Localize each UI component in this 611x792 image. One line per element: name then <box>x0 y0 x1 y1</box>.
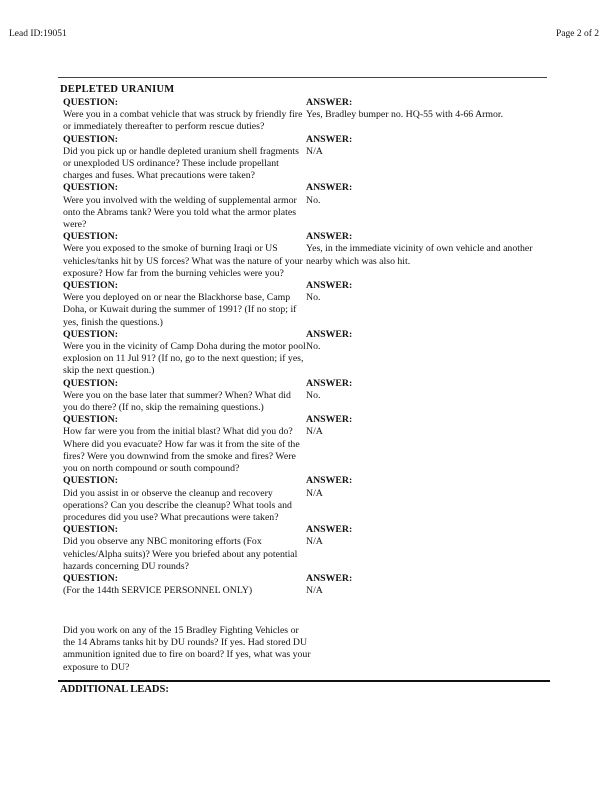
question-cell <box>63 97 306 134</box>
question-label: QUESTION: <box>63 97 118 108</box>
answer-cell <box>306 475 551 524</box>
question-text: (For the 144th SERVICE PERSONNEL ONLY) <box>63 585 253 597</box>
answer-cell <box>306 378 551 415</box>
answer-text: No. <box>306 389 321 401</box>
answer-label: ANSWER: <box>306 414 353 426</box>
answer-label: ANSWER: <box>306 475 353 487</box>
answer-text: No. <box>306 292 321 304</box>
answer-text: N/A <box>306 145 323 157</box>
qa-list <box>63 97 551 597</box>
question-cell <box>63 524 306 573</box>
answer-text: No. <box>306 341 321 353</box>
qa-row <box>63 573 551 597</box>
answer-label: ANSWER: <box>306 97 353 108</box>
answer-cell <box>306 97 551 134</box>
question-label: QUESTION: <box>63 328 118 340</box>
additional-leads-heading: ADDITIONAL LEADS: <box>60 684 169 695</box>
qa-row <box>63 280 551 329</box>
answer-label: ANSWER: <box>306 231 353 243</box>
answer-label: ANSWER: <box>306 328 353 340</box>
answer-text: No. <box>306 194 321 206</box>
section-title: DEPLETED URANIUM <box>60 84 175 95</box>
lead-id: Lead ID:19051 <box>9 29 67 39</box>
qa-row <box>63 182 551 231</box>
question-label: QUESTION: <box>63 231 118 243</box>
question-cell <box>63 134 306 183</box>
answer-label: ANSWER: <box>306 133 353 145</box>
question-text: Were you in the vicinity of Camp Doha during the motor pool explosion on 11 Jul 91? (If no, go to the next question; if yes, skip the next question.) <box>63 341 306 377</box>
question-cell <box>63 573 306 597</box>
answer-cell <box>306 182 551 231</box>
answer-cell <box>306 280 551 329</box>
answer-label: ANSWER: <box>306 572 353 584</box>
qa-row <box>63 524 551 573</box>
question-text: Did you assist in or observe the cleanup and recovery operations? Can you describe the cleanup? What tools and procedures did you use? What precautions were taken? <box>63 487 292 523</box>
question-cell <box>63 329 306 378</box>
question-cell <box>63 475 306 524</box>
question-text: Were you deployed on or near the Blackhorse base, Camp Doha, or Kuwait during the summer of 1991? (If no stop; if yes, finish the questions.) <box>63 292 297 328</box>
qa-row <box>63 329 551 378</box>
question-cell <box>63 280 306 329</box>
question-text: Were you exposed to the smoke of burning Iraqi or US vehicles/tanks hit by US forces? What was the nature of your exposure? How far from the burning vehicles were you? <box>63 243 303 279</box>
bottom-divider <box>58 680 550 682</box>
final-question: Did you work on any of the 15 Bradley Fighting Vehicles or the 14 Abrams tanks hit by DU rounds? If yes. Had stored DU ammunition ignited due to fire on board? If yes, what was your exposure to DU? <box>63 625 311 673</box>
answer-label: ANSWER: <box>306 280 353 292</box>
qa-row <box>63 475 551 524</box>
answer-cell <box>306 573 551 597</box>
answer-text: N/A <box>306 426 323 438</box>
question-text: Were you on the base later that summer? When? What did you do there? (If no, skip the remaining questions.) <box>63 389 291 414</box>
answer-cell <box>306 329 551 378</box>
question-text: How far were you from the initial blast? What did you do? Where did you evacuate? How far was it from the site of the fires? Were you downwind from the smoke and fires? Were you on north compound or south compound? <box>63 426 300 475</box>
question-label: QUESTION: <box>63 280 118 292</box>
answer-text: N/A <box>306 585 323 597</box>
question-label: QUESTION: <box>63 182 118 194</box>
answer-label: ANSWER: <box>306 524 353 536</box>
answer-text: N/A <box>306 487 323 499</box>
question-cell <box>63 182 306 231</box>
question-label: QUESTION: <box>63 133 118 145</box>
answer-cell <box>306 231 551 280</box>
question-label: QUESTION: <box>63 524 118 536</box>
question-cell <box>63 378 306 415</box>
qa-row <box>63 97 551 134</box>
qa-row <box>63 414 551 475</box>
question-cell <box>63 414 306 475</box>
question-label: QUESTION: <box>63 414 118 426</box>
question-label: QUESTION: <box>63 475 118 487</box>
top-divider <box>58 77 547 78</box>
answer-text: Yes, in the immediate vicinity of own vehicle and another nearby which was also hit. <box>306 243 533 267</box>
answer-label: ANSWER: <box>306 182 353 194</box>
qa-row <box>63 378 551 415</box>
question-label: QUESTION: <box>63 572 118 584</box>
question-label: QUESTION: <box>63 377 118 389</box>
question-text: Were you in a combat vehicle that was struck by friendly fire or immediately thereafter to perform rescue duties? <box>63 109 303 133</box>
answer-cell <box>306 414 551 475</box>
question-text: Did you observe any NBC monitoring efforts (Fox vehicles/Alpha suits)? Were you briefed about any potential hazards concerning DU rounds? <box>63 536 298 572</box>
question-text: Were you involved with the welding of supplemental armor onto the Abrams tank? Were you told what the armor plates were? <box>63 194 297 231</box>
question-text: Did you pick up or handle depleted uranium shell fragments or unexploded US ordinance? These include propellant charges and fuses. What precautions were taken? <box>63 145 299 182</box>
answer-text: Yes, Bradley bumper no. HQ-55 with 4-66 Armor. <box>306 109 504 121</box>
qa-row <box>63 231 551 280</box>
qa-row <box>63 134 551 183</box>
question-cell <box>63 231 306 280</box>
answer-label: ANSWER: <box>306 377 353 389</box>
answer-cell <box>306 524 551 573</box>
answer-cell <box>306 134 551 183</box>
page-number: Page 2 of 2 <box>555 29 599 39</box>
answer-text: N/A <box>306 536 323 548</box>
